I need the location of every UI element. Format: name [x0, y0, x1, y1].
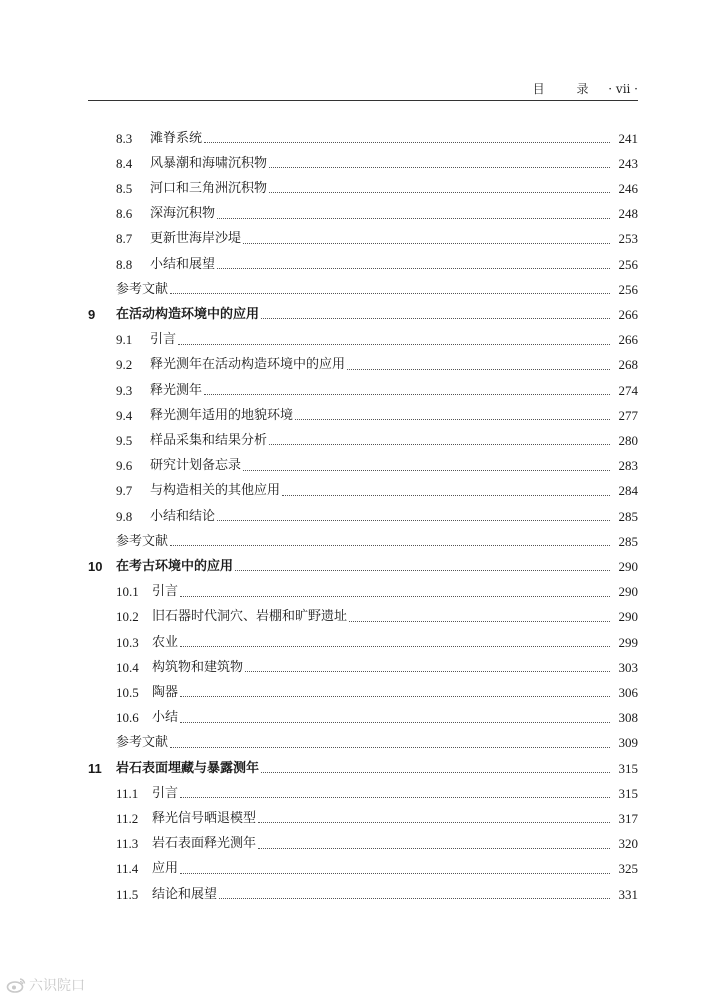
toc-references-row[interactable] — [0, 529, 725, 554]
toc-entry-title: 构筑物和建筑物 — [152, 659, 244, 675]
toc-section-row[interactable] — [0, 806, 725, 831]
toc-entry-page-number: 285 — [618, 533, 638, 549]
dot-leader — [178, 344, 610, 345]
toc-entry-title: 岩石表面释光测年 — [152, 836, 257, 852]
dot-leader — [180, 722, 610, 723]
dot-leader — [180, 646, 610, 647]
dot-leader — [245, 671, 610, 672]
toc-entry-title: 参考文献 — [116, 281, 169, 297]
toc-entry-page-number: 253 — [618, 231, 638, 247]
dot-leader — [180, 797, 610, 798]
toc-entry-title: 在考古环境中的应用 — [116, 558, 234, 574]
toc-entry-title: 农业 — [152, 634, 179, 650]
running-head — [88, 80, 638, 100]
toc-entry-page-number: 331 — [618, 886, 638, 902]
dot-leader — [180, 873, 610, 874]
toc-entry-page-number: 284 — [618, 483, 638, 499]
dot-leader — [180, 696, 610, 697]
running-head-title: 目 录 — [532, 82, 603, 96]
toc-section-row[interactable] — [0, 706, 725, 731]
toc-section-row[interactable] — [0, 655, 725, 680]
toc-entry-title: 引言 — [152, 785, 179, 801]
dot-leader — [269, 192, 610, 193]
toc-entry-title: 岩石表面埋藏与暴露测年 — [116, 760, 260, 776]
toc-entry-page-number: 309 — [618, 735, 638, 751]
toc-entry-page-number: 243 — [618, 155, 638, 171]
toc-entry-title: 参考文献 — [116, 533, 169, 549]
toc-entry-number: 9.6 — [116, 458, 133, 474]
toc-entry-number: 10.4 — [116, 659, 139, 675]
toc-entry-title: 在活动构造环境中的应用 — [116, 306, 260, 322]
toc-entry-page-number: 283 — [618, 458, 638, 474]
dot-leader — [347, 369, 610, 370]
toc-section-row[interactable] — [0, 227, 725, 252]
dot-leader — [180, 596, 610, 597]
toc-entry-number: 11.2 — [116, 810, 139, 826]
toc-entry-number: 8.5 — [116, 180, 133, 196]
toc-section-row[interactable] — [0, 403, 725, 428]
toc-entry-number: 10.2 — [116, 609, 139, 625]
toc-entry-number: 8.6 — [116, 206, 133, 222]
toc-references-row[interactable] — [0, 277, 725, 302]
toc-entry-title: 应用 — [152, 861, 179, 877]
toc-entry-number: 8.8 — [116, 256, 133, 272]
toc-entry-page-number: 277 — [618, 407, 638, 423]
toc-entry-number: 9.2 — [116, 357, 133, 373]
dot-leader — [243, 470, 610, 471]
toc-entry-title: 释光测年 — [150, 382, 203, 398]
toc-entry-page-number: 306 — [618, 684, 638, 700]
toc-entry-page-number: 266 — [618, 332, 638, 348]
toc-entry-number: 9.8 — [116, 508, 133, 524]
toc-entry-number: 9.7 — [116, 483, 133, 499]
toc-entry-title: 释光测年适用的地貌环境 — [150, 407, 294, 423]
toc-references-row[interactable] — [0, 731, 725, 756]
toc-entry-title: 小结 — [152, 710, 179, 726]
dot-leader — [219, 898, 610, 899]
toc-section-row[interactable] — [0, 176, 725, 201]
toc-entry-page-number: 285 — [618, 508, 638, 524]
dot-leader — [170, 293, 610, 294]
toc-entry-title: 风暴潮和海啸沉积物 — [150, 155, 268, 171]
dot-leader — [170, 545, 610, 546]
toc-entry-title: 研究计划备忘录 — [150, 458, 242, 474]
toc-entry-page-number: 308 — [618, 710, 638, 726]
toc-entry-title: 引言 — [152, 584, 179, 600]
dot-leader — [204, 394, 610, 395]
toc-entry-title: 河口和三角洲沉积物 — [150, 180, 268, 196]
toc-entry-page-number: 290 — [618, 609, 638, 625]
dot-leader — [349, 621, 610, 622]
toc-entry-page-number: 266 — [618, 306, 638, 322]
toc-entry-number: 10.5 — [116, 684, 139, 700]
watermark — [6, 974, 85, 996]
toc-entry-number: 11.4 — [116, 861, 139, 877]
toc-entry-title: 参考文献 — [116, 735, 169, 751]
toc-entry-page-number: 248 — [618, 206, 638, 222]
toc-entry-page-number: 290 — [618, 558, 638, 574]
toc-section-row[interactable] — [0, 630, 725, 655]
toc-entry-number: 9 — [88, 306, 96, 322]
toc-section-row[interactable] — [0, 781, 725, 806]
toc-entry-title: 旧石器时代洞穴、岩棚和旷野遗址 — [152, 609, 348, 625]
toc-entry-number: 8.3 — [116, 130, 133, 146]
toc-section-row[interactable] — [0, 479, 725, 504]
toc-section-row[interactable] — [0, 202, 725, 227]
toc-chapter-row[interactable] — [0, 554, 725, 579]
dot-leader — [217, 520, 610, 521]
dot-leader — [258, 848, 610, 849]
toc-entry-number: 10.3 — [116, 634, 139, 650]
toc-entry-title: 更新世海岸沙堤 — [150, 231, 242, 247]
toc-section-row[interactable] — [0, 832, 725, 857]
toc-entry-page-number: 320 — [618, 836, 638, 852]
toc-section-row[interactable] — [0, 126, 725, 151]
toc-entry-page-number: 317 — [618, 810, 638, 826]
toc-section-row[interactable] — [0, 428, 725, 453]
toc-entry-number: 9.5 — [116, 432, 133, 448]
dot-leader — [261, 318, 610, 319]
toc-entry-number: 8.7 — [116, 231, 133, 247]
toc-chapter-row[interactable] — [0, 756, 725, 781]
toc-entry-title: 小结和结论 — [150, 508, 216, 524]
toc-entry-title: 引言 — [150, 332, 177, 348]
toc-entry-number: 11.3 — [116, 836, 139, 852]
toc-entry-number: 10.1 — [116, 584, 139, 600]
toc-entry-title: 释光信号晒退模型 — [152, 810, 257, 826]
toc-entry-number: 9.1 — [116, 332, 133, 348]
dot-leader — [269, 444, 610, 445]
toc-entry-page-number: 299 — [618, 634, 638, 650]
toc-entry-title: 释光测年在活动构造环境中的应用 — [150, 357, 346, 373]
dot-leader — [258, 822, 610, 823]
dot-leader — [295, 419, 610, 420]
toc-section-row[interactable] — [0, 882, 725, 907]
dot-leader — [269, 167, 610, 168]
dot-leader — [235, 570, 610, 571]
toc-section-row[interactable] — [0, 378, 725, 403]
dot-leader — [217, 218, 610, 219]
toc-entry-number: 11 — [88, 760, 102, 776]
toc-section-row[interactable] — [0, 151, 725, 176]
toc-section-row[interactable] — [0, 857, 725, 882]
toc-entry-number: 10 — [88, 558, 103, 574]
toc-entry-page-number: 274 — [618, 382, 638, 398]
toc-entry-title: 小结和展望 — [150, 256, 216, 272]
toc-entry-title: 滩脊系统 — [150, 130, 203, 146]
toc-entry-page-number: 315 — [618, 760, 638, 776]
toc-chapter-row[interactable] — [0, 302, 725, 327]
dot-leader — [243, 243, 610, 244]
toc-entry-number: 11.5 — [116, 886, 139, 902]
toc-section-row[interactable] — [0, 353, 725, 378]
toc-entry-title: 深海沉积物 — [150, 206, 216, 222]
dot-leader — [217, 268, 610, 269]
toc-entry-page-number: 325 — [618, 861, 638, 877]
toc-section-row[interactable] — [0, 580, 725, 605]
toc-section-row[interactable] — [0, 454, 725, 479]
dot-leader — [261, 772, 610, 773]
toc-section-row[interactable] — [0, 328, 725, 353]
toc-entry-page-number: 290 — [618, 584, 638, 600]
toc-entry-page-number: 256 — [618, 256, 638, 272]
toc-entry-title: 与构造相关的其他应用 — [150, 483, 281, 499]
toc-entry-number: 11.1 — [116, 785, 139, 801]
toc-entry-title: 样品采集和结果分析 — [150, 432, 268, 448]
watermark-text: 六识院口 — [29, 978, 85, 994]
toc-section-row[interactable] — [0, 680, 725, 705]
toc-section-row[interactable] — [0, 252, 725, 277]
toc-section-row[interactable] — [0, 605, 725, 630]
toc-entry-number: 9.3 — [116, 382, 133, 398]
toc-entry-number: 10.6 — [116, 710, 139, 726]
toc-entry-page-number: 280 — [618, 432, 638, 448]
toc-entry-title: 结论和展望 — [152, 886, 218, 902]
toc-entry-number: 9.4 — [116, 407, 133, 423]
toc-entry-page-number: 241 — [618, 130, 638, 146]
dot-leader — [170, 747, 610, 748]
toc-entry-page-number: 315 — [618, 785, 638, 801]
toc-section-row[interactable] — [0, 504, 725, 529]
toc-entry-page-number: 246 — [618, 180, 638, 196]
weibo-logo-icon — [6, 977, 26, 993]
dot-leader — [204, 142, 610, 143]
running-head-page-number: · vii · — [608, 82, 638, 96]
toc-entry-page-number: 256 — [618, 281, 638, 297]
dot-leader — [282, 495, 610, 496]
toc-entry-page-number: 268 — [618, 357, 638, 373]
toc-entry-number: 8.4 — [116, 155, 133, 171]
toc-entry-title: 陶器 — [152, 684, 179, 700]
header-rule — [88, 100, 638, 101]
toc-entry-page-number: 303 — [618, 659, 638, 675]
